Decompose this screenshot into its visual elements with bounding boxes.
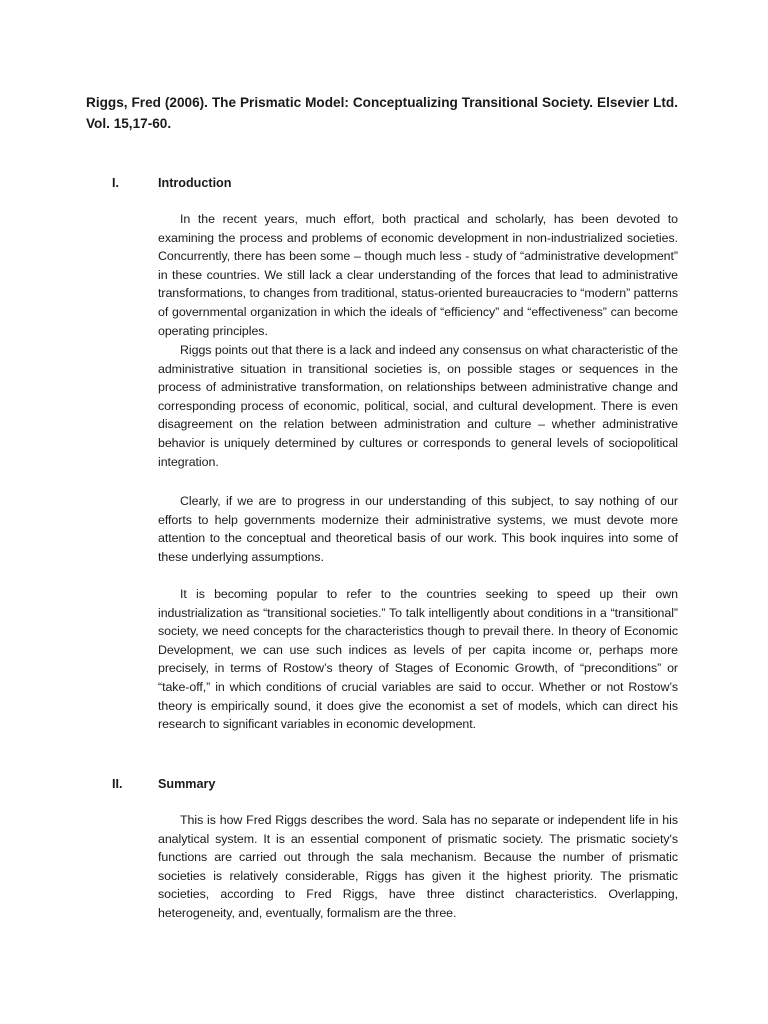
section-number: I. xyxy=(112,176,119,190)
section-title: Introduction xyxy=(158,176,232,190)
summary-paragraph-1: This is how Fred Riggs describes the word. Sala has no separate or independent life in his analytical system. It is an essential component of prismatic society. The prismatic society's functions are carried out through the sala mechanism. Because the number of prismatic societies is relatively considerable, Riggs has given it the highest priority. The prismatic societies, according to Fred Riggs, have three distinct characteristics. Overlapping, heterogeneity, and, eventually, formalism are the three. xyxy=(158,813,678,920)
section-heading-introduction xyxy=(112,174,231,192)
intro-paragraph-1: In the recent years, much effort, both practical and scholarly, has been devoted to examining the process and problems of economic development in non-industrialized societies. Concurrently, there has been some – though much less - study of “administrative development” in these countries. We still lack a clear understanding of the forces that lead to administrative transformations, to changes from traditional, status-oriented bureaucracies to “modern” patterns of governmental organization in which the ideals of “efficiency” and “effectiveness” can become operating principles. xyxy=(158,212,678,338)
intro-paragraph-4: It is becoming popular to refer to the countries seeking to speed up their own industrialization as “transitional societies.” To talk intelligently about conditions in a “transitional” society, we need concepts for the characteristics though to prevail there. In theory of Economic Development, we can use such indices as levels of per capita income or, perhaps more precisely, in terms of Rostow’s theory of Stages of Economic Growth, of “preconditions” or “take-off,” in which conditions of crucial variables are said to occur. Whether or not Rostow’s theory is empirically sound, it does give the economist a set of models, which can direct his research to significant variables in economic development. xyxy=(158,587,678,732)
section-heading-summary xyxy=(112,775,215,793)
section-number: II. xyxy=(112,777,123,791)
intro-paragraph-2: Riggs points out that there is a lack and indeed any consensus on what characteristic of the administrative situation in transitional societies is, on possible stages or sequences in the process of administrative transformation, on relationships between administrative change and corresponding process of economic, political, social, and cultural development. There is even disagreement on the relation between administration and culture – whether administrative behavior is uniquely determined by cultures or corresponds to general levels of sociopolitical integration. xyxy=(158,343,678,469)
section-title: Summary xyxy=(158,777,216,791)
citation: Riggs, Fred (2006). The Prismatic Model: Conceptualizing Transitional Society. Elsevier Ltd. Vol. 15,17-60. xyxy=(86,95,678,131)
intro-paragraph-3: Clearly, if we are to progress in our understanding of this subject, to say nothing of our efforts to help governments modernize their administrative systems, we must devote more attention to the conceptual and theoretical basis of our work. This book inquires into some of these underlying assumptions. xyxy=(158,494,678,564)
